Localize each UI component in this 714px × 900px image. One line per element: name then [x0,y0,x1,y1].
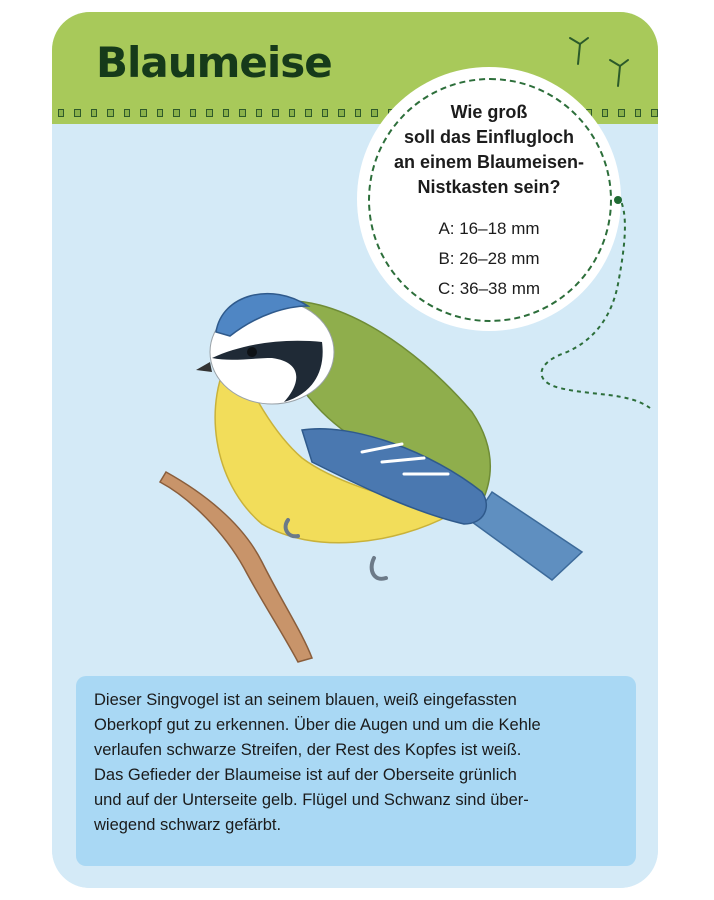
quiz-path-dot [614,196,622,204]
description-box [76,676,636,866]
description-line: wiegend schwarz gefärbt. [94,816,282,834]
description-line: Oberkopf gut zu erkennen. Über die Augen und um die Kehle [94,716,541,734]
card-title: Blaumeise [96,38,332,87]
description-line: Dieser Singvogel ist an seinem blauen, weiß eingefassten [94,691,517,709]
quiz-question-line: soll das Einflugloch [403,127,574,147]
sprout-icon [560,34,640,94]
quiz-question-line: Wie groß [450,102,528,122]
quiz-question-line: an einem Blaumeisen- [393,152,585,172]
description-line: verlaufen schwarze Streifen, der Rest des Kopfes ist weiß. [94,741,522,759]
species-card [52,12,658,888]
quiz-option-c: C: 36–38 mm [437,279,541,298]
quiz-question-line: Nistkasten sein? [417,177,561,197]
description-line: und auf der Unterseite gelb. Flügel und Schwanz sind über- [94,791,529,809]
quiz-option-a: A: 16–18 mm [438,219,540,238]
quiz-question [360,100,618,200]
description-line: Das Gefieder der Blaumeise ist auf der Oberseite grünlich [94,766,517,784]
quiz-option-b: B: 26–28 mm [438,249,540,268]
blue-tit-illustration [112,262,592,677]
